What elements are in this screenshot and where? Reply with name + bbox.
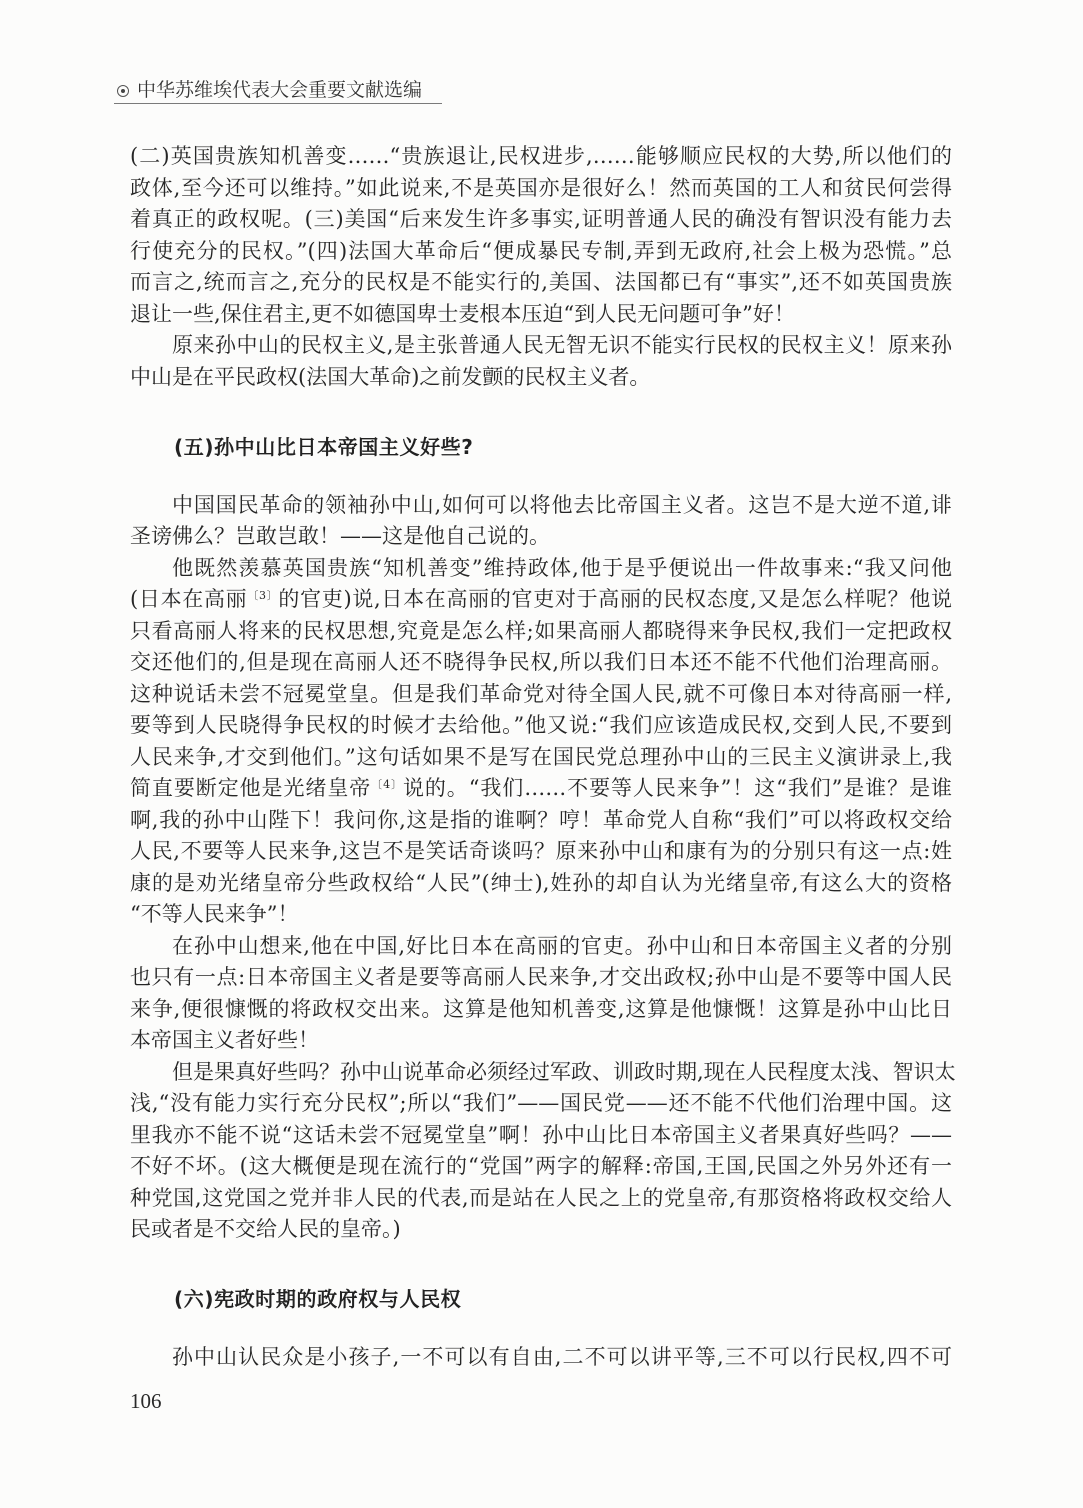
- text-line: 也只有一点:日本帝国主义者是要等高丽人民来争,才交出政权;孙中山是不要等中国人民: [130, 965, 952, 990]
- text-line: 政体,至今还可以维持。”如此说来,不是英国亦是很好么！然而英国的工人和贫民何尝得: [130, 175, 952, 200]
- text-line: 来争,便很慷慨的将政权交出来。这算是他知机善变,这算是他慷慨！这算是孙中山比日: [130, 996, 952, 1021]
- text-line: 他既然羡慕英国贵族“知机善变”维持政体,他于是乎便说出一件故事来:“我又问他: [172, 555, 952, 580]
- section-heading: (六)宪政时期的政府权与人民权: [174, 1287, 462, 1312]
- text-segment: (日本在高丽: [130, 587, 248, 612]
- paragraph: [130, 931, 952, 1057]
- text-line: [130, 773, 952, 805]
- text-segment: 的官吏)说,日本在高丽的官吏对于高丽的民权态度,又是怎么样呢？他说: [278, 587, 952, 612]
- text-line: 孙中山认民众是小孩子,一不可以有自由,二不可以讲平等,三不可以行民权,四不可: [172, 1345, 952, 1370]
- text-segment: 简直要断定他是光绪皇帝: [130, 776, 372, 801]
- text-line: 中山是在平民政权(法国大革命)之前发颤的民权主义者。: [130, 364, 651, 389]
- text-line: (二)英国贵族知机善变……“贵族退让,民权进步,……能够顺应民权的大势,所以他们的: [130, 144, 952, 169]
- footnote-ref: 〔4〕: [371, 778, 403, 792]
- text-line: 原来孙中山的民权主义,是主张普通人民无智无识不能实行民权的民权主义！原来孙: [172, 333, 952, 358]
- text-line: 在孙中山想来,他在中国,好比日本在高丽的官吏。孙中山和日本帝国主义者的分别: [172, 933, 952, 958]
- text-line: 中国国民革命的领袖孙中山,如何可以将他去比帝国主义者。这岂不是大逆不道,诽: [172, 492, 952, 517]
- section-heading: (五)孙中山比日本帝国主义好些?: [174, 434, 474, 459]
- running-header: [114, 78, 442, 104]
- circle-dot-icon: [117, 85, 129, 97]
- text-line: 而言之,统而言之,充分的民权是不能实行的,美国、法国都已有“事实”,还不如英国贵族: [130, 270, 952, 295]
- text-line: 不好不坏。(这大概便是现在流行的“党国”两字的解释:帝国,王国,民国之外另外还有一: [130, 1154, 952, 1179]
- paragraph: [130, 553, 952, 931]
- text-line: 但是果真好些吗？孙中山说革命必须经过军政、训政时期,现在人民程度太浅、智识太: [172, 1059, 956, 1084]
- book-title: 中华苏维埃代表大会重要文献选编: [137, 79, 423, 101]
- paragraph: [130, 490, 952, 553]
- page-number: 106: [130, 1389, 162, 1413]
- text-line: 圣谤佛么？岂敢岂敢！——这是他自己说的。: [130, 524, 550, 549]
- paragraph: [130, 141, 952, 330]
- paragraph: [130, 1057, 956, 1246]
- text-line: 要等到人民晓得争民权的时候才去给他。”他又说:“我们应该造成民权,交到人民,不要到: [130, 713, 952, 738]
- text-segment: 说的。“我们……不要等人民来争”！这“我们”是谁？是谁: [402, 776, 953, 801]
- text-line: 种党国,这党国之党并非人民的代表,而是站在人民之上的党皇帝,有那资格将政权交给人: [130, 1185, 952, 1210]
- text-line: 啊,我的孙中山陛下！我问你,这是指的谁啊？哼！革命党人自称“我们”可以将政权交给: [130, 807, 952, 832]
- text-line: 浅,“没有能力实行充分民权”;所以“我们”——国民党——还不能不代他们治理中国。这: [130, 1091, 952, 1116]
- text-line: 里我亦不能不说“这话未尝不冠冕堂皇”啊！孙中山比日本帝国主义者果真好些吗？——: [130, 1122, 952, 1147]
- text-line: 人民,不要等人民来争,这岂不是笑话奇谈吗？原来孙中山和康有为的分别只有这一点:姓: [130, 839, 952, 864]
- text-line: 退让一些,保住君主,更不如德国卑士麦根本压迫“到人民无问题可争”好！: [130, 301, 795, 326]
- paragraph: [130, 330, 952, 393]
- text-line: 康的是劝光绪皇帝分些政权给“人民”(绅士),姓孙的却自认为光绪皇帝,有这么大的资格: [130, 870, 952, 895]
- text-line: 民或者是不交给人民的皇帝。): [130, 1217, 401, 1242]
- text-line: [130, 584, 952, 616]
- body-text: [130, 141, 956, 1374]
- text-line: 本帝国主义者好些！: [130, 1028, 319, 1053]
- text-line: 着真正的政权呢。(三)美国“后来发生许多事实,证明普通人民的确没有智识没有能力去: [130, 207, 952, 232]
- text-line: 只看高丽人将来的民权思想,究竟是怎么样;如果高丽人都晓得来争民权,我们一定把政权: [130, 618, 952, 643]
- text-line: 人民来争,才交到他们。”这句话如果不是写在国民党总理孙中山的三民主义演讲录上,我: [130, 744, 952, 769]
- text-line: 行使充分的民权。”(四)法国大革命后“便成暴民专制,弄到无政府,社会上极为恐慌。”总: [130, 238, 952, 263]
- text-line: 这种说话未尝不冠冕堂皇。但是我们革命党对待全国人民,就不可像日本对待高丽一样,: [130, 681, 952, 706]
- paragraph: [130, 1342, 952, 1374]
- text-line: 交还他们的,但是现在高丽人还不晓得争民权,所以我们日本还不能不代他们治理高丽。: [130, 650, 952, 675]
- footnote-ref: 〔3〕: [247, 589, 279, 603]
- text-line: “不等人民来争”！: [130, 902, 299, 927]
